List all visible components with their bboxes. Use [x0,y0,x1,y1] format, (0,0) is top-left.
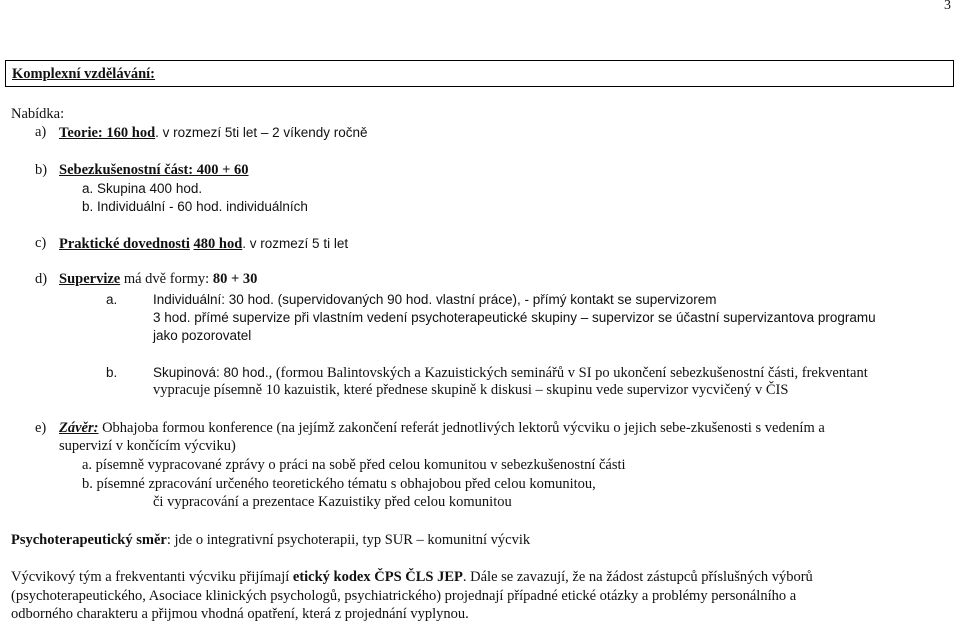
item-e [35,420,825,437]
item-c-marker: c) [35,235,47,251]
item-c [35,235,349,252]
offer-label: Nabídka: [11,106,65,122]
item-b-title: Sebezkušenostní část: 400 + 60 [59,162,249,178]
item-d-a-line2: 3 hod. přímé supervize při vlastním vedení psychoterapeutické skupiny – supervizor se účastní supervizantova programu [153,310,876,325]
item-d-b-line2: vypracuje písemně 10 kazuistik, které přednese skupině k diskusi – skupinu vede supervizor vycvičený v ČIS [153,382,789,398]
item-b-sub-b: b. Individuální - 60 hod. individuálních [82,199,308,214]
team-code: etický kodex ČPS ČLS JEP [292,569,463,585]
team-post: . Dále se zavazují, že na žádost zástupců příslušných výborů [462,569,813,585]
item-e-sub-b: b. písemné zpracování určeného teoretického tématu s obhajobou před celou komunitou, [82,476,596,492]
section-heading: Komplexní vzdělávání: [12,66,155,82]
item-a-title: Teorie: 160 hod [59,125,156,141]
page-number: 3 [944,0,951,13]
item-a [35,124,368,141]
item-b-sub-a: a. Skupina 400 hod. [82,181,203,196]
direction-text: : jde o integrativní psychoterapii, typ SUR – komunitní výcvik [166,532,531,548]
item-c-rest: . v rozmezí 5 ti let [242,236,349,251]
item-d-b-head: Skupinová: 80 hod. [153,365,269,380]
item-a-rest: . v rozmezí 5ti let – 2 víkendy ročně [155,125,368,140]
item-e-sub-b2: či vypracování a prezentace Kazuistiky před celou komunitou [153,494,512,510]
team-line1 [11,569,813,586]
item-e-title: Závěr: [59,420,99,436]
item-b [35,162,249,179]
item-d-mid: má dvě formy: [120,271,213,287]
item-d-a-marker: a. [106,292,118,307]
item-b-marker: b) [35,162,48,178]
item-d-b-line1 [153,364,868,382]
item-d [35,271,258,288]
item-d-b-marker: b. [106,365,118,380]
item-e-line1: Obhajoba formou konference (na jejímž zakončení referát jednotlivých lektorů výcviku o jejich sebe-zkušenosti s vedením a [98,420,825,436]
item-e-line2: supervizí v končícím výcviku) [59,438,236,454]
item-e-marker: e) [35,420,47,436]
item-d-marker: d) [35,271,48,287]
item-d-a-line1: Individuální: 30 hod. (supervidovaných 90 hod. vlastní práce), - přímý kontakt se supervizorem [153,292,717,307]
item-a-marker: a) [35,124,47,140]
team-line3: odborného charakteru a přijmou vhodná opatření, která z projednání vyplynou. [11,606,469,622]
team-line2: (psychoterapeutického, Asociace klinických psychologů, psychiatrického) projednají případné etické otázky a problémy personálního a [11,588,797,604]
item-c-title: Praktické dovednosti [59,236,190,252]
item-c-hours: 480 hod [193,236,243,252]
item-e-sub-a: a. písemně vypracované zprávy o práci na sobě před celou komunitou v sebezkušenostní části [82,457,626,473]
team-pre: Výcvikový tým a frekventanti výcviku přijímají [11,569,293,585]
item-d-title: Supervize [59,271,121,287]
item-d-forms: 80 + 30 [212,271,258,287]
direction-line [11,532,530,549]
item-d-b-text: , (formou Balintovských a Kazuistických seminářů v SI po ukončení sebezkušenostní části, frekventant [268,365,868,381]
direction-label: Psychoterapeutický směr [11,532,167,548]
section-heading-box [5,60,954,87]
item-d-a-line3: jako pozorovatel [153,328,252,343]
